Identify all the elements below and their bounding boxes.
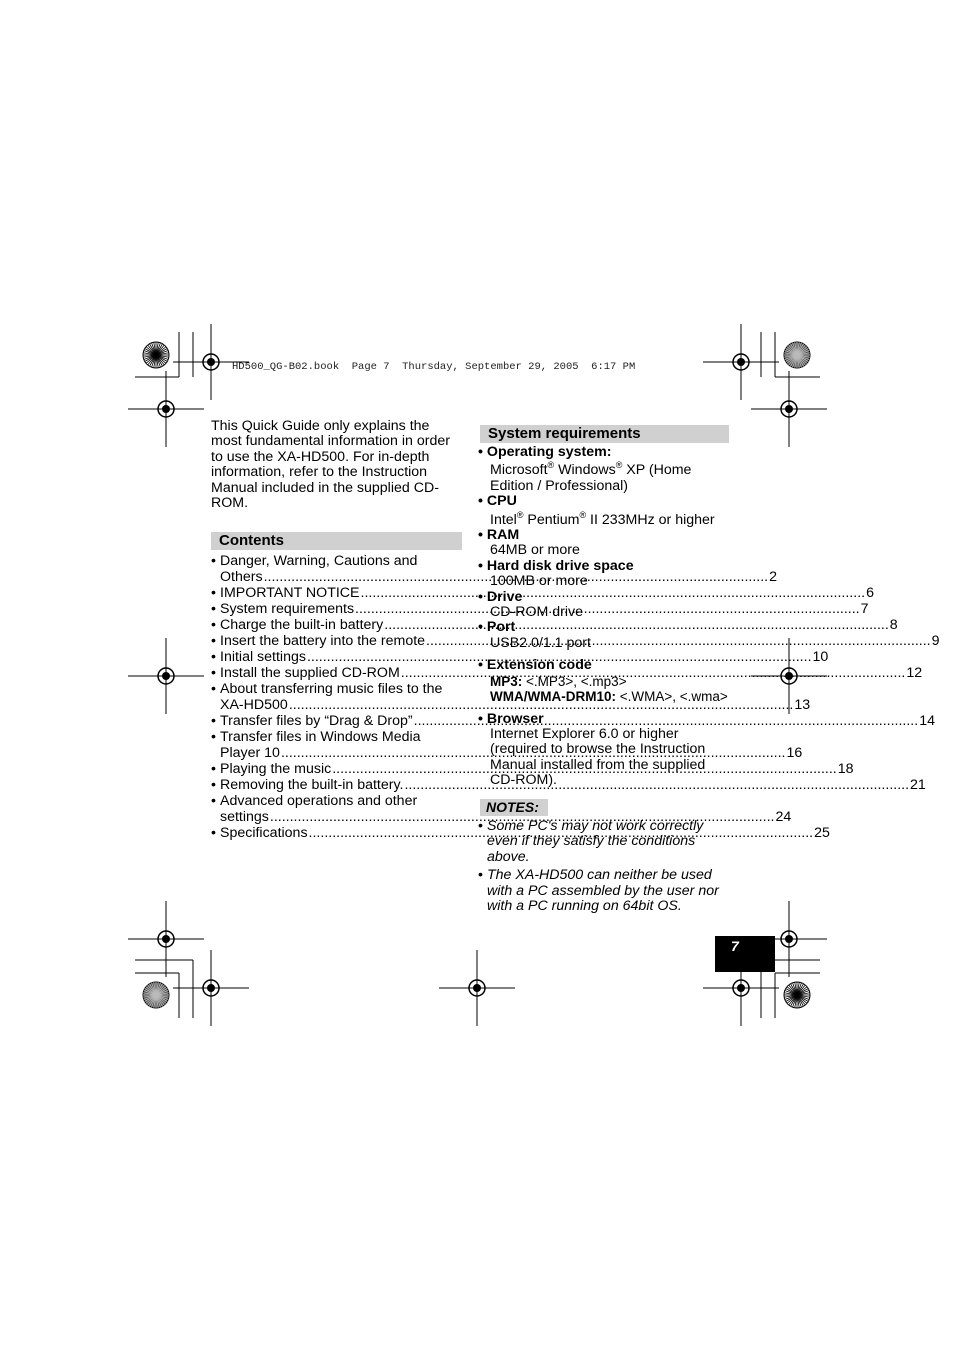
- toc-page-number: 13: [794, 697, 811, 713]
- toc-page-number: 2: [769, 569, 778, 585]
- page-number-tab: 7: [715, 936, 775, 972]
- toc-item: • Insert the battery into the remote ..... 9: [211, 633, 462, 649]
- registration-crosshair-icon: [173, 950, 249, 1026]
- toc-item: • IMPORTANT NOTICE ..... 6: [211, 585, 462, 601]
- ram-label: • RAM: [478, 527, 520, 544]
- toc-item-label: Transfer files by “Drag & Drop”: [220, 713, 413, 729]
- drive-value: CD-ROM drive: [490, 604, 584, 621]
- toc-item: • Advanced operations and other settings ..... 24: [211, 793, 462, 825]
- toc-item-label: Playing the music: [220, 761, 332, 777]
- toc-item-label-line1: About transferring music files to the: [220, 681, 443, 697]
- os-value-line2: Edition / Professional): [490, 477, 629, 494]
- toc-page-number: 7: [860, 601, 869, 617]
- system-requirements-heading: System requirements: [480, 425, 729, 443]
- cpu-label: • CPU: [478, 493, 517, 510]
- port-label: • Port: [478, 619, 516, 636]
- drive-label: • Drive: [478, 588, 523, 605]
- notes-heading: NOTES:: [480, 799, 548, 816]
- toc-page-number: 8: [889, 617, 898, 633]
- system-requirements: [478, 445, 730, 789]
- toc-item: • Transfer files in Windows Media Player 10 ..... 16: [211, 729, 462, 761]
- toc-item: • Danger, Warning, Cautions and Others ..... 2: [211, 553, 462, 585]
- note-item: • Some PC's may not work correctly even if they satisfy the conditions above.: [478, 818, 704, 865]
- toc-item-label: IMPORTANT NOTICE: [220, 585, 360, 601]
- browser-label: • Browser: [478, 710, 544, 727]
- intro-paragraph: This Quick Guide only explains the most fundamental information in order to use the XA-HD500. For in-depth information, refer to the Instruction Manual included in the supplied CD- ROM.: [211, 418, 450, 512]
- toc-page-number: 6: [866, 585, 874, 601]
- hdd-value: 100MB or more: [490, 573, 588, 590]
- extension-label: • Extension code: [478, 657, 592, 674]
- registration-crosshair-icon: [128, 638, 204, 714]
- mp3-extension: MP3: <.MP3>, <.mp3>: [490, 673, 627, 689]
- toc-item-label-line1: Danger, Warning, Cautions and: [220, 553, 418, 569]
- toc-item-label: Player 10: [220, 745, 280, 761]
- toc-item: • Initial settings ..... 10: [211, 649, 462, 665]
- toc-page-number: 21: [910, 777, 926, 793]
- toc-page-number: 16: [786, 745, 803, 761]
- toc-item: • Specifications ..... 25: [211, 825, 462, 841]
- os-value: Microsoft® Windows® XP (Home: [490, 460, 692, 479]
- contents-heading: Contents: [211, 532, 462, 550]
- toc-item: • About transferring music files to the XA-HD500 ..... 13: [211, 681, 462, 713]
- toc-item: • System requirements ..... 7: [211, 601, 462, 617]
- port-value: USB2.0/1.1 port: [490, 634, 591, 651]
- registration-crosshair-icon: [751, 371, 827, 447]
- file-info-header: HD500_QG-B02.book Page 7 Thursday, September 29, 2005 6:17 PM: [232, 361, 636, 373]
- toc-item-label: Install the supplied CD-ROM: [220, 665, 400, 681]
- browser-value: Internet Explorer 6.0 or higher (required to browse the Instruction Manual installed from the supplied CD-ROM).: [490, 725, 706, 789]
- toc-item: • Removing the built-in battery. ..... 21: [211, 777, 462, 793]
- note-item: • The XA-HD500 can neither be used with a PC assembled by the user nor with a PC running on 64bit OS.: [478, 867, 719, 915]
- toc-item: • Playing the music ..... 18: [211, 761, 462, 777]
- registration-starburst-icon: [143, 982, 169, 1008]
- toc-item: • Install the supplied CD-ROM ..... 12: [211, 665, 462, 681]
- toc-page-number: 9: [931, 633, 940, 649]
- registration-crosshair-icon: [128, 371, 204, 447]
- toc-page-number: 10: [812, 649, 829, 665]
- registration-starburst-icon: [143, 342, 169, 368]
- notes-list: [478, 819, 730, 917]
- registration-crosshair-icon: [703, 324, 779, 400]
- toc-item-label-line1: Transfer files in Windows Media: [220, 729, 421, 745]
- registration-starburst-icon: [784, 982, 810, 1008]
- os-label: • Operating system:: [478, 444, 612, 460]
- toc-item-label: Charge the built-in battery: [220, 617, 384, 633]
- toc-item: • Transfer files by “Drag & Drop” ..... 14: [211, 713, 462, 729]
- toc-item-label: XA-HD500: [220, 697, 288, 713]
- toc-item-label: Insert the battery into the remote: [220, 633, 426, 649]
- toc-page-number: 12: [906, 665, 923, 681]
- toc-item-label: Specifications: [220, 825, 308, 841]
- toc-item-label: Initial settings: [220, 649, 306, 665]
- toc-item-label: System requirements: [220, 601, 355, 617]
- toc-page-number: 18: [837, 761, 854, 777]
- toc-item-label-line1: Advanced operations and other: [220, 793, 418, 809]
- registration-starburst-icon: [784, 342, 810, 368]
- toc-item-label: Removing the built-in battery.: [220, 777, 404, 793]
- toc-page-number: 24: [775, 809, 792, 825]
- toc-page-number: 14: [919, 713, 935, 729]
- hdd-label: • Hard disk drive space: [478, 557, 634, 574]
- ram-value: 64MB or more: [490, 542, 580, 559]
- toc-page-number: 25: [814, 825, 830, 841]
- toc-item-label: settings: [220, 809, 269, 825]
- registration-crosshair-icon: [439, 950, 515, 1026]
- toc-item-label: Others: [220, 569, 263, 585]
- cpu-value: Intel® Pentium® II 233MHz or higher: [490, 509, 715, 528]
- toc-item: • Charge the built-in battery ..... 8: [211, 617, 462, 633]
- wma-extension: WMA/WMA-DRM10: <.WMA>, <.wma>: [490, 689, 728, 705]
